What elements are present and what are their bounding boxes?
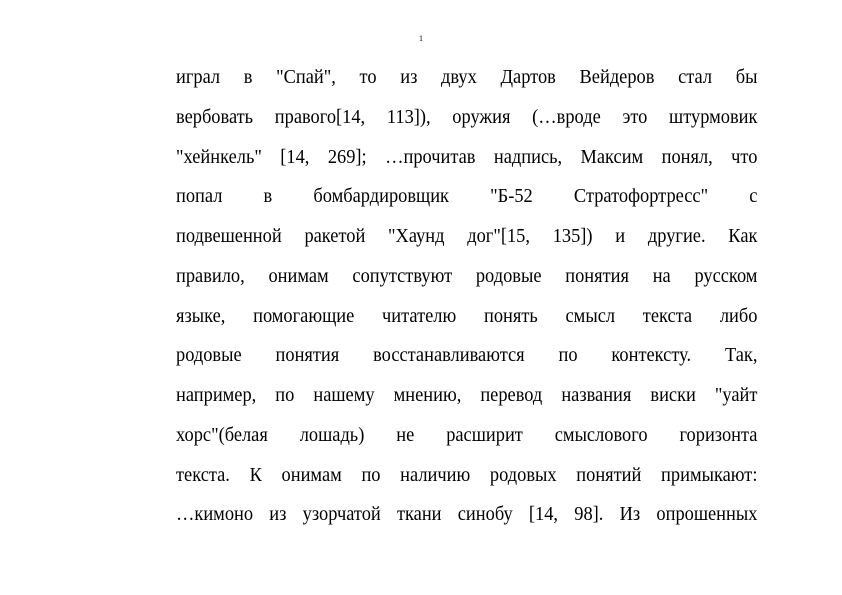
text-line: играл в "Спай", то из двух Дартов Вейдеров стал бы bbox=[176, 66, 758, 88]
text-line: правило, онимам сопутствуют родовые понятия на русском bbox=[176, 264, 758, 287]
body-text bbox=[176, 58, 758, 535]
text-line: "хейнкель" [14, 269]; …прочитав надпись, Максим понял, что bbox=[176, 145, 758, 168]
text-line: попал в бомбардировщик "Б-52 Стратофортресс" с bbox=[176, 185, 758, 208]
text-line: например, по нашему мнению, перевод названия виски "уайт bbox=[176, 384, 758, 406]
text-line: текста. К онимам по наличию родовых понятий примыкают: bbox=[176, 463, 758, 486]
text-line: …кимоно из узорчатой ткани синобу [14, 98]. Из опрошенных bbox=[176, 503, 758, 526]
text-line: родовые понятия восстанавливаются по контексту. Так, bbox=[176, 344, 758, 367]
text-line: хорс"(белая лошадь) не расширит смыслового горизонта bbox=[176, 423, 758, 446]
text-line: языке, помогающие читателю понять смысл текста либо bbox=[176, 304, 758, 327]
text-line: подвешенной ракетой "Хаунд дог"[15, 135]) и другие. Как bbox=[176, 225, 758, 247]
page-number: 1 bbox=[419, 34, 423, 43]
text-line: вербовать правого[14, 113]), оружия (…вроде это штурмовик bbox=[176, 105, 758, 128]
